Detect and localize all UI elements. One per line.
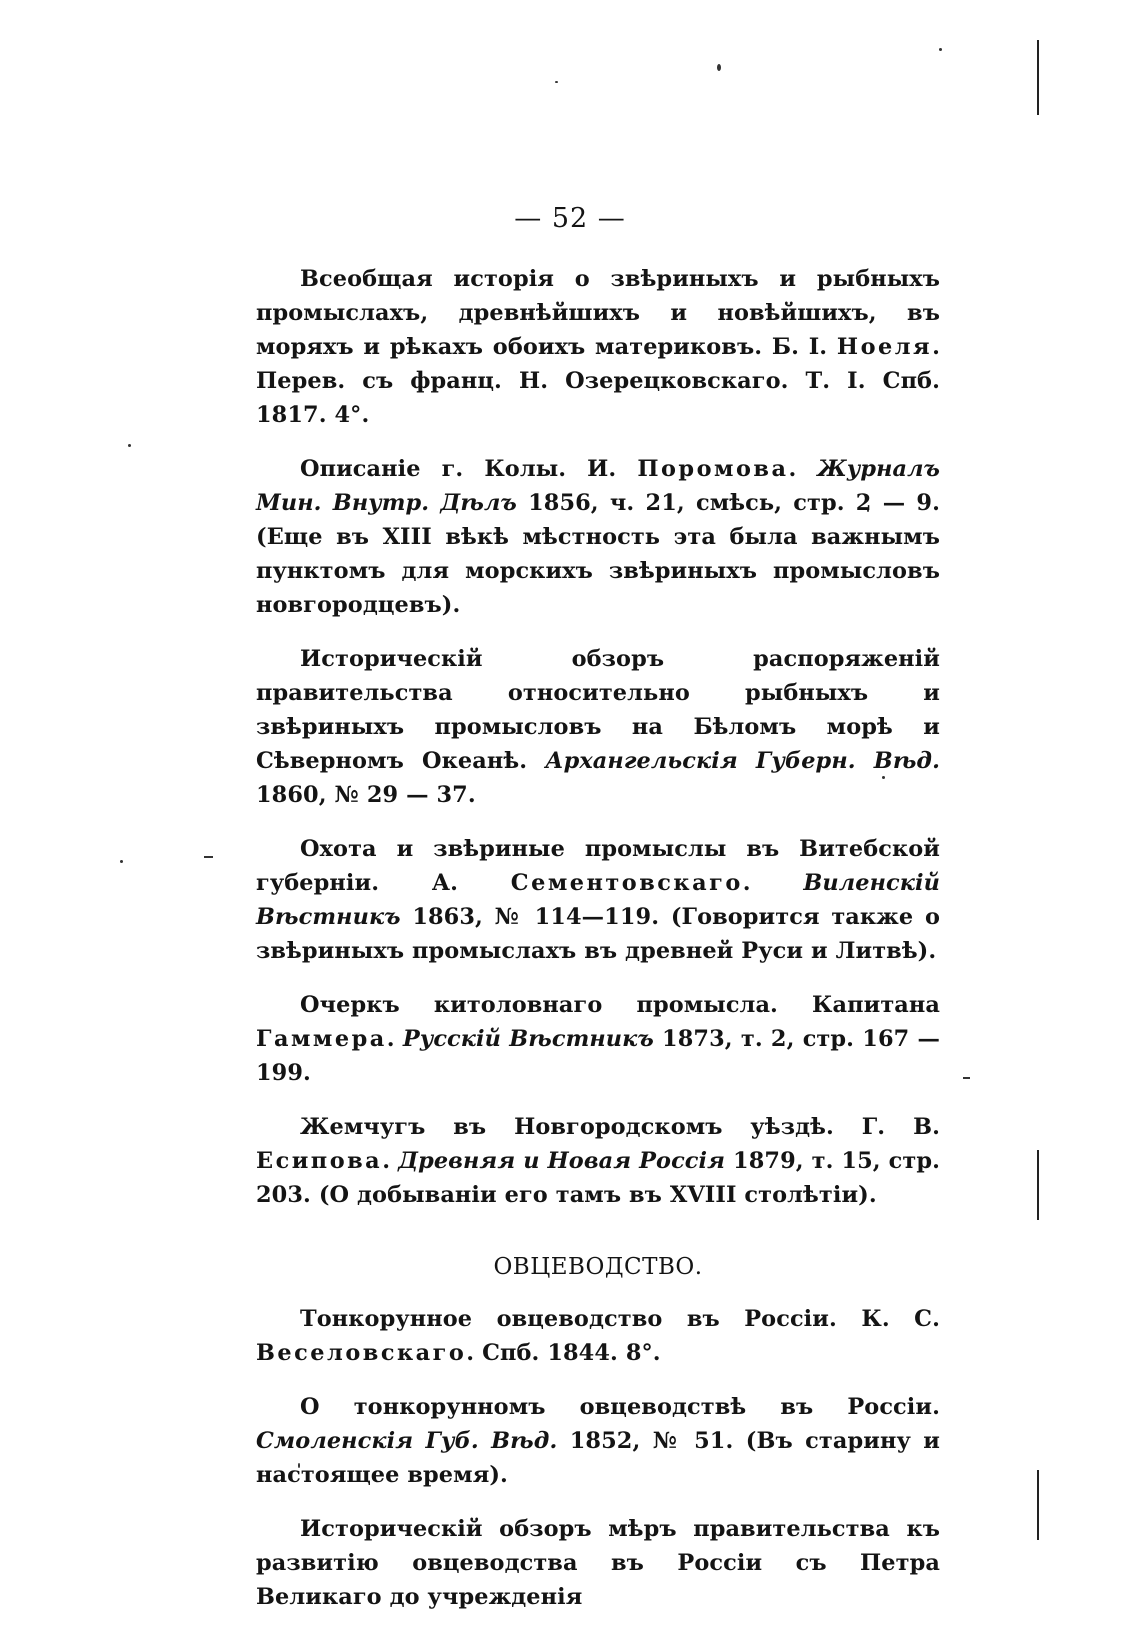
entry-text: Охота и звѣриные промыслы въ Витебской губерніи. А.: [256, 836, 940, 896]
author-name: Веселовскаго: [256, 1340, 467, 1366]
scan-speck: [717, 64, 721, 71]
entry-text: О тонкорунномъ овцеводствѣ въ Россіи.: [300, 1394, 940, 1420]
source-title: Смоленскія Губ. Вѣд.: [256, 1428, 558, 1454]
entry-text: Тонкорунное овцеводство въ Россіи. К. С.: [300, 1306, 940, 1332]
entry-text: Жемчугъ въ Новгородскомъ уѣздѣ. Г. В.: [300, 1114, 940, 1140]
bibliography-entry: [256, 642, 940, 812]
entry-text: . Спб. 1844. 8°.: [466, 1340, 661, 1366]
entry-text: 1879, т. 15, стр. 203. (О добываніи его тамъ въ XVIII столѣтіи).: [256, 1148, 940, 1208]
entry-text: 1852, № 51. (Въ старину и настоящее время).: [256, 1428, 940, 1488]
bibliography-entry: [256, 988, 940, 1090]
scan-speck: [120, 860, 123, 863]
bibliography-entry: [256, 1302, 940, 1370]
bibliography-entry: [256, 1512, 940, 1614]
entry-text: Историческій обзоръ мѣръ правительства къ развитію овцеводства въ Россіи съ Петра Великаго до учрежденія: [256, 1516, 940, 1610]
source-title: Виленскій Вѣстникъ: [256, 870, 941, 930]
section-heading: ОВЦЕВОДСТВО.: [493, 1254, 703, 1280]
scan-edge-line: [1037, 40, 1039, 115]
scan-edge-line: [1037, 1150, 1039, 1220]
bibliography-entry: [256, 262, 940, 432]
entry-text: .: [386, 1026, 403, 1052]
bibliography-entry: [256, 1390, 940, 1492]
source-title: Русскій Вѣстникъ: [402, 1026, 654, 1052]
entry-text: 1873, т. 2, стр. 167 — 199.: [256, 1026, 940, 1086]
page-number: — 52 —: [514, 203, 626, 234]
entry-text: .: [788, 456, 818, 482]
author-name: Сементовскаго: [510, 870, 743, 896]
source-title: Архангельскія Губерн. Вѣд.: [545, 748, 940, 774]
author-name: Есипова: [256, 1148, 383, 1174]
author-name: Поромова: [637, 456, 789, 482]
entry-text: Историческій обзоръ распоряженій правительства относительно рыбныхъ и звѣриныхъ промысловъ на Бѣломъ морѣ и Сѣверномъ Океанѣ.: [256, 646, 940, 774]
entry-text: . Перев. съ франц. Н. Озерецковскаго. Т. І. Спб. 1817. 4°.: [256, 334, 940, 428]
entries-before-section: [256, 262, 940, 1212]
entry-text: .: [742, 870, 804, 896]
scan-speck: [555, 81, 558, 83]
entry-text: 1860, № 29 — 37.: [256, 782, 476, 808]
bibliography-entry: [256, 1110, 940, 1212]
bibliography-entry: [256, 832, 940, 968]
entry-text: Очеркъ китоловнаго промысла. Капитана: [300, 992, 940, 1018]
entry-text: 1863, № 114—119. (Говорится также о звѣриныхъ промыслахъ въ древней Руси и Литвѣ).: [256, 904, 940, 964]
scan-speck: [963, 1077, 970, 1079]
entry-text: .: [382, 1148, 399, 1174]
bibliography-entry: [256, 452, 940, 622]
entry-text: 1856, ч. 21, смѣсь, стр. 2 — 9. (Еще въ XIII вѣкѣ мѣстность эта была важнымъ пунктомъ для морскихъ звѣриныхъ промысловъ новгородцевъ).: [256, 490, 940, 618]
bibliography-text: [256, 262, 940, 1634]
source-title: Журналъ Мин. Внутр. Дѣлъ: [256, 456, 941, 516]
scan-edge-line: [1037, 1470, 1039, 1540]
entries-after-section: [256, 1302, 940, 1614]
entry-text: Описаніе г. Колы. И.: [300, 456, 638, 482]
source-title: Древняя и Новая Россія: [398, 1148, 726, 1174]
scan-speck: [939, 48, 942, 51]
author-name: Ноеля: [836, 334, 933, 360]
scan-speck: [128, 444, 131, 447]
author-name: Гаммера: [256, 1026, 387, 1052]
scan-speck: [204, 856, 213, 858]
entry-text: Всеобщая исторія о звѣриныхъ и рыбныхъ промыслахъ, древнѣйшихъ и новѣйшихъ, въ моряхъ и рѣкахъ обоихъ материковъ. Б. І.: [256, 266, 940, 360]
